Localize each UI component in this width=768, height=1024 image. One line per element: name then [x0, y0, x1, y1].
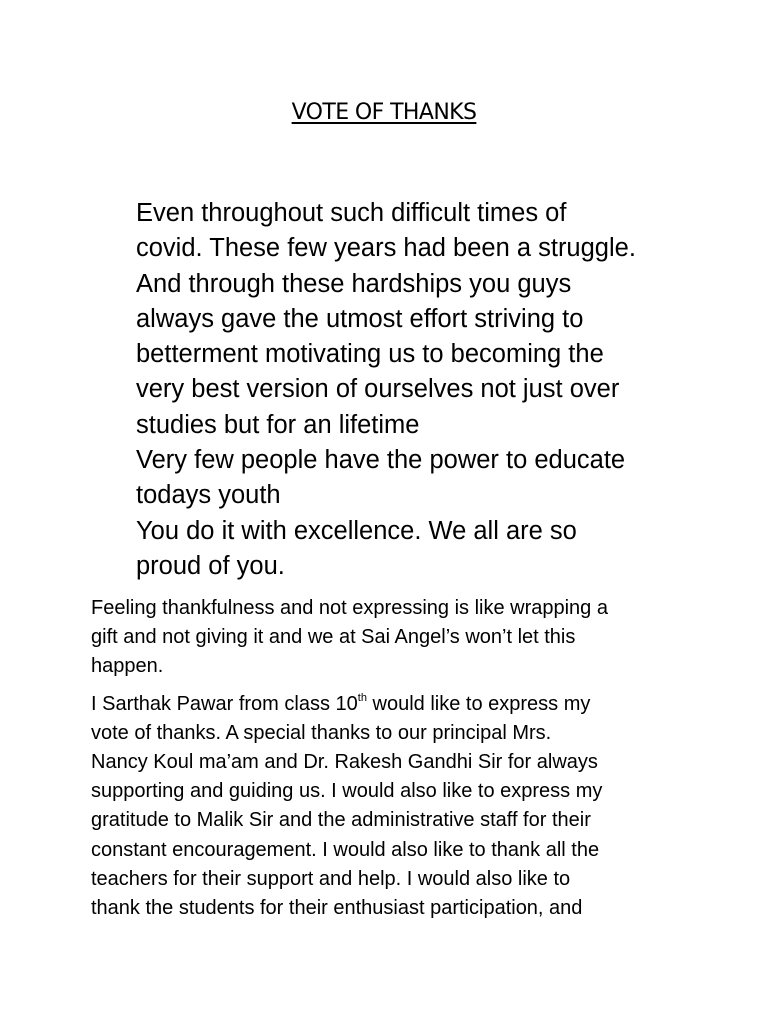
- ordinal-suffix: th: [357, 691, 367, 704]
- paragraph2-text: I Sarthak Pawar from class 10: [91, 692, 358, 715]
- intro-line: proud of you.: [136, 551, 285, 580]
- paragraph1-line: happen.: [91, 655, 164, 678]
- paragraph2-line: vote of thanks. A special thanks to our principal Mrs.: [91, 721, 552, 744]
- intro-line: todays youth: [136, 481, 281, 510]
- paragraph1-line: gift and not giving it and we at Sai Angel’s won’t let this: [91, 626, 576, 649]
- paragraph2-line: teachers for their support and help. I would also like to: [91, 867, 571, 890]
- intro-line: And through these hardships you guys: [136, 269, 572, 298]
- paragraph2-line: supporting and guiding us. I would also like to express my: [91, 780, 603, 803]
- paragraph2-first-line: [91, 690, 691, 719]
- paragraph2-line: gratitude to Malik Sir and the administrative staff for their: [91, 809, 591, 832]
- intro-line: very best version of ourselves not just over: [136, 375, 620, 404]
- paragraph2-line: thank the students for their enthusiast participation, and: [91, 897, 583, 920]
- intro-line: You do it with excellence. We all are so: [136, 516, 577, 545]
- intro-line: Even throughout such difficult times of: [136, 199, 567, 227]
- paragraph2-line: Nancy Koul ma’am and Dr. Rakesh Gandhi Sir for always: [91, 751, 598, 774]
- intro-block: [136, 196, 696, 584]
- intro-line: Very few people have the power to educate: [136, 446, 626, 475]
- intro-line: betterment motivating us to becoming the: [136, 340, 604, 369]
- paragraph1-line: Feeling thankfulness and not expressing is like wrapping a: [91, 597, 608, 619]
- paragraph2-line: constant encouragement. I would also like to thank all the: [91, 838, 600, 861]
- intro-line: always gave the utmost effort striving to: [136, 304, 584, 333]
- document-title: VOTE OF THANKS: [291, 100, 477, 125]
- body-text: [91, 594, 691, 923]
- intro-line: studies but for an lifetime: [136, 410, 420, 439]
- intro-line: covid. These few years had been a struggle.: [136, 234, 636, 263]
- paragraph2-text: would like to express my: [366, 692, 591, 715]
